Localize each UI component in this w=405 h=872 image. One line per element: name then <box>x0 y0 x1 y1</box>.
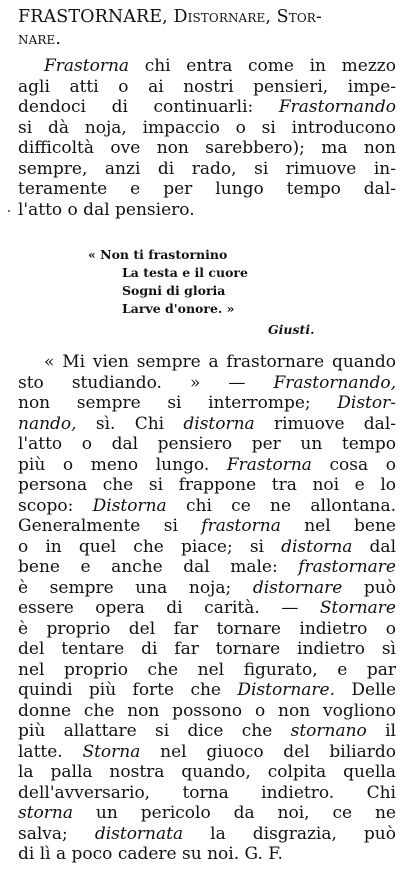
text-line <box>18 118 396 139</box>
text-run: sì. Chi <box>76 413 184 434</box>
text-line <box>18 557 396 578</box>
text-run: « Mi vien sempre a frastornare quando <box>44 352 396 372</box>
text-run: il <box>366 721 396 741</box>
text-run: più allattare si dice che <box>18 721 291 741</box>
text-run: può <box>342 577 396 598</box>
text-line <box>18 455 396 476</box>
text-run: si dà noja, impaccio o si introducono <box>18 117 396 138</box>
text-run: non sempre si interrompe; <box>18 393 338 413</box>
text-line <box>18 701 396 722</box>
text-run: essere opera di carità. — <box>18 598 320 618</box>
text-run: un pericolo da noi, ce ne <box>73 803 396 823</box>
text-run: o in quel che piace; si <box>18 536 282 557</box>
text-line <box>18 762 396 783</box>
text-run: teramente e per lungo tempo dal- <box>18 179 396 199</box>
text-line <box>18 598 396 619</box>
text-line <box>18 639 396 660</box>
text-run: sempre, anzi di rado, si rimuove in- <box>18 158 396 179</box>
quote-line: Sogni di gloria <box>122 283 226 298</box>
text-line <box>18 77 396 98</box>
text-run: dell'avversario, torna indietro. Chi <box>18 782 396 803</box>
text-run: di lì a poco cadere su noi. G. F. <box>18 844 283 864</box>
text-run: la palla nostra quando, colpita quella <box>18 762 396 782</box>
text-run: più o meno lungo. <box>18 454 227 475</box>
print-speck <box>8 210 10 212</box>
text-line <box>18 179 396 200</box>
text-run: rimuove dal- <box>254 413 396 434</box>
text-line <box>18 680 396 701</box>
text-run: chi entra come in mezzo <box>129 56 396 76</box>
text-line <box>18 373 396 394</box>
text-run: difficoltà ove non sarebbero); ma non <box>18 138 396 158</box>
italic-term: Frastorna <box>226 454 312 475</box>
poetry-quote <box>88 246 248 318</box>
italic-term: frastornare <box>298 557 396 577</box>
text-line <box>18 742 396 763</box>
text-line <box>18 496 396 517</box>
italic-term: distorna <box>183 413 255 434</box>
italic-term: Distornare. <box>237 680 336 700</box>
text-line <box>18 138 396 159</box>
italic-term: Frastornando <box>278 97 396 117</box>
text-run: è sempre una noja; <box>18 577 253 598</box>
text-line <box>18 824 396 845</box>
text-run: l'atto o dal pensiero per un tempo <box>18 434 396 454</box>
italic-term: distorna <box>281 536 353 557</box>
text-run: l'atto o dal pensiero. <box>18 199 195 220</box>
synonyms-line1: Distornare, Stor- <box>173 7 322 27</box>
text-run: quindi più forte che <box>18 680 238 700</box>
italic-term: storna <box>18 803 74 823</box>
text-run: del tentare di far tornare indietro sì <box>18 639 396 659</box>
italic-term: Frastornando, <box>273 372 396 393</box>
italic-term: Distorna <box>92 495 167 516</box>
text-run: sto studiando. » — <box>18 372 274 393</box>
text-run: salva; <box>18 823 95 844</box>
text-run: la disgrazia, può <box>183 823 396 844</box>
text-line <box>18 414 396 435</box>
italic-term: distornata <box>94 823 184 844</box>
text-line <box>18 619 396 640</box>
text-run: Generalmente si <box>18 516 202 536</box>
text-line <box>18 159 396 180</box>
text-run: dal <box>352 536 397 557</box>
quote-attribution: Giusti. <box>268 322 315 337</box>
text-line <box>18 537 396 558</box>
text-run: chi ce ne allontana. <box>166 495 397 516</box>
text-line <box>18 516 396 537</box>
discussion-paragraph <box>18 352 396 865</box>
text-run: scopo: <box>18 495 93 516</box>
headword: FRASTORNARE, <box>18 7 168 27</box>
italic-term: nando, <box>18 413 77 434</box>
text-run: donne che non possono o non vogliono <box>18 700 396 721</box>
text-run: nel giuoco del biliardo <box>140 741 397 762</box>
text-run: cosa o <box>311 454 396 475</box>
text-line <box>18 783 396 804</box>
text-line <box>18 578 396 599</box>
italic-term: Frastorna <box>44 56 130 76</box>
text-run: nel proprio che nel figurato, e par <box>18 659 396 680</box>
italic-term: Storna <box>82 741 141 762</box>
quote-line: Larve d'onore. » <box>122 301 235 316</box>
italic-term: stornano <box>290 721 367 741</box>
entry-heading <box>18 6 398 50</box>
text-line <box>18 56 396 77</box>
italic-term: Distor- <box>337 393 396 413</box>
text-line <box>18 200 396 221</box>
text-line <box>18 393 396 414</box>
text-line <box>18 352 396 373</box>
text-line <box>18 660 396 681</box>
text-run: è proprio del far tornare indietro o <box>18 618 396 639</box>
italic-term: distornare <box>252 577 343 598</box>
definition-paragraph <box>18 56 396 220</box>
text-line <box>18 844 396 865</box>
text-line <box>18 434 396 455</box>
text-run: agli atti o ai nostri pensieri, impe- <box>18 76 396 97</box>
text-run: bene e anche dal male: <box>18 557 299 577</box>
text-run: Delle <box>335 680 397 700</box>
text-line <box>18 475 396 496</box>
text-run: dendoci di continuarli: <box>18 97 279 117</box>
text-line <box>18 721 396 742</box>
text-run: latte. <box>18 741 83 762</box>
quote-line: « Non ti frastornino <box>88 247 228 262</box>
text-line <box>18 97 396 118</box>
quote-line: La testa e il cuore <box>122 265 248 280</box>
italic-term: Stornare <box>319 598 396 618</box>
text-run: persona che si frappone tra noi e lo <box>18 475 396 495</box>
italic-term: frastorna <box>201 516 281 536</box>
synonyms-line2: nare. <box>18 29 62 49</box>
text-line <box>18 803 396 824</box>
text-run: nel bene <box>280 516 396 536</box>
